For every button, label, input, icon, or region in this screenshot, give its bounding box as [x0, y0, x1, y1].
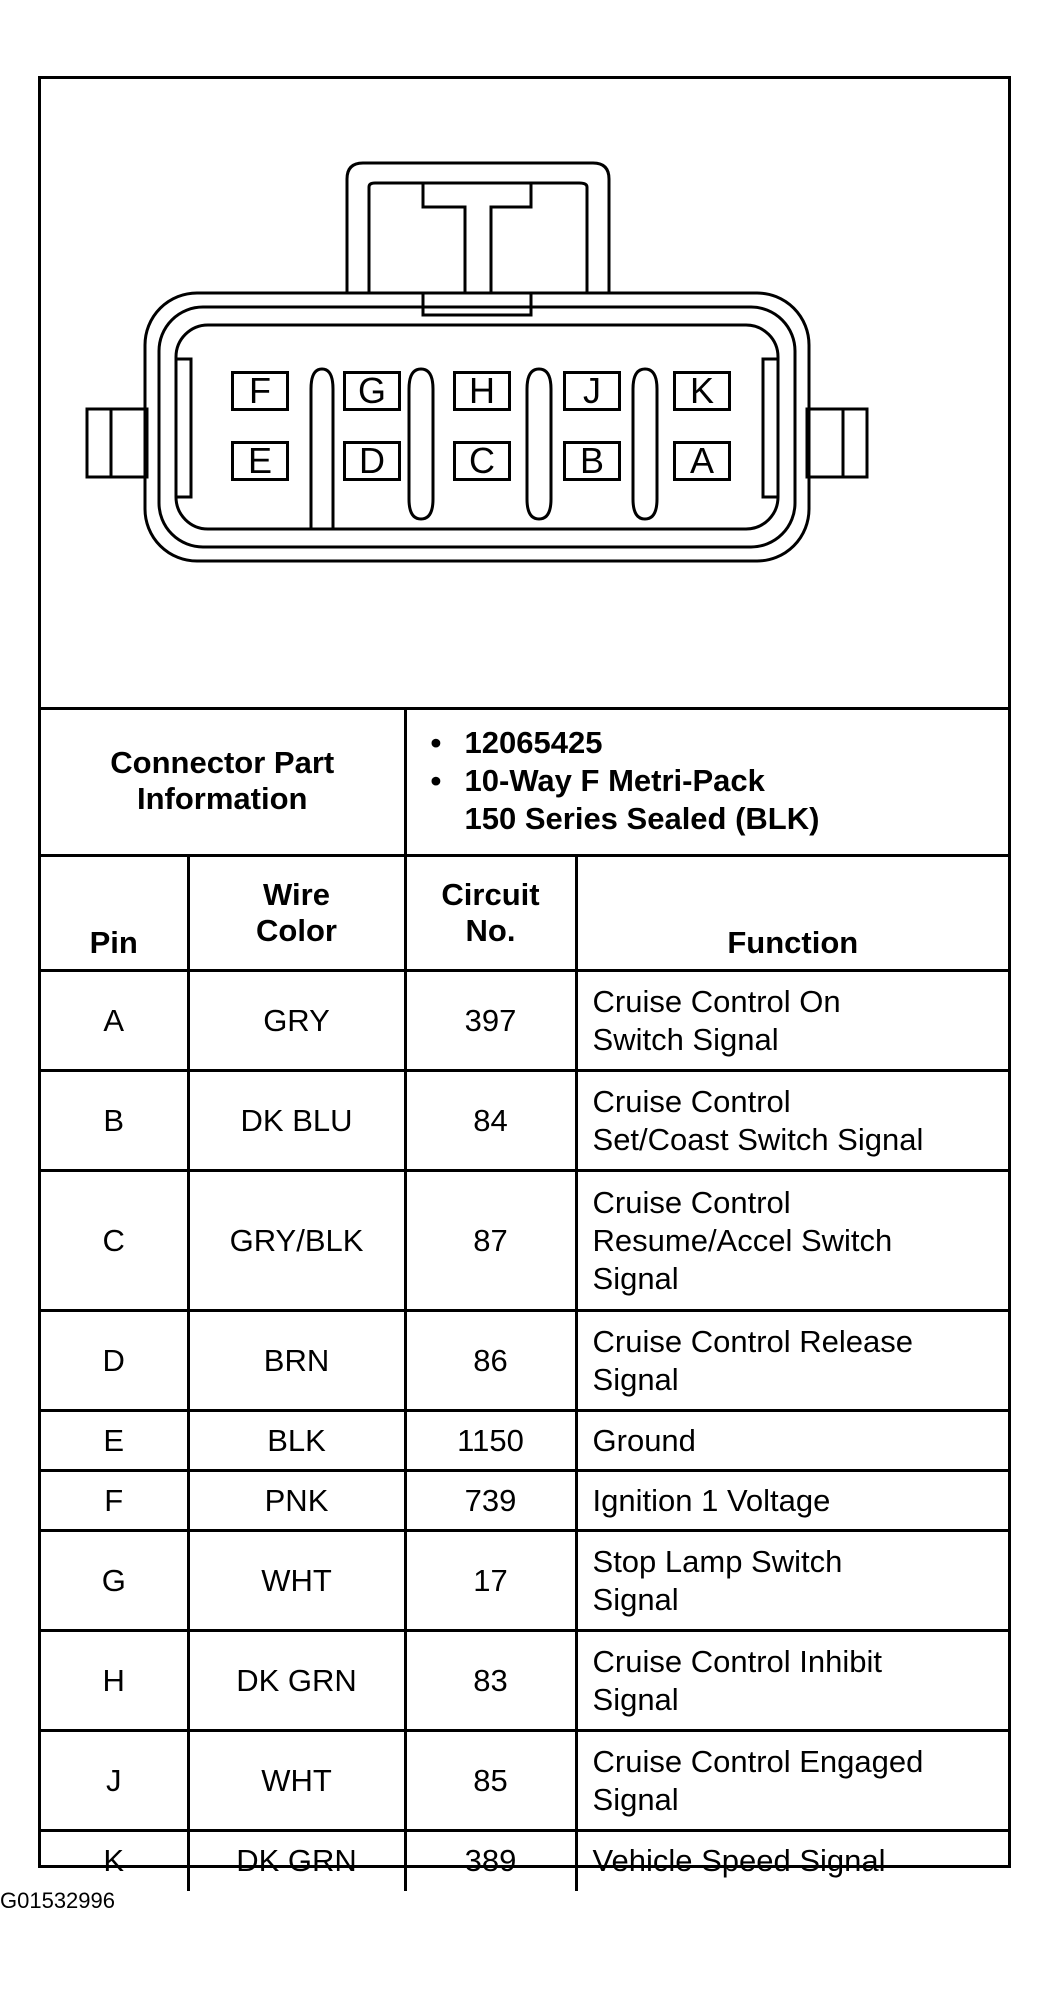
- pin-cavity-f: F: [231, 371, 289, 411]
- pin-cavity-c: C: [453, 441, 511, 481]
- function-cell: [576, 1831, 1008, 1891]
- table-row: [41, 1311, 1008, 1411]
- pin-cavity-k: K: [673, 371, 731, 411]
- pin-cavity-b: B: [563, 441, 621, 481]
- function-line: Signal: [592, 1681, 679, 1717]
- pin-cell: F: [41, 1471, 188, 1531]
- pin-cavity-a: A: [673, 441, 731, 481]
- header-wire-color: Wire Color: [188, 856, 405, 971]
- part-description-line1: 10-Way F Metri-Pack: [464, 762, 765, 798]
- table-header-row: [41, 856, 1008, 971]
- function-line: Signal: [592, 1361, 679, 1397]
- circuit-cell: 85: [405, 1731, 576, 1831]
- wire-color-cell: GRY: [188, 971, 405, 1071]
- table-row: [41, 1171, 1008, 1311]
- function-cell: [576, 1411, 1008, 1471]
- pin-cell: C: [41, 1171, 188, 1311]
- connector-outline: [41, 79, 1008, 707]
- header-function: Function: [576, 856, 1008, 971]
- part-info-label-line1: Connector Part: [110, 744, 335, 780]
- table-row: [41, 1531, 1008, 1631]
- circuit-cell: 84: [405, 1071, 576, 1171]
- pin-cavity-h: H: [453, 371, 511, 411]
- function-cell: [576, 1311, 1008, 1411]
- wire-color-cell: DK GRN: [188, 1831, 405, 1891]
- pin-cell: J: [41, 1731, 188, 1831]
- function-line: Cruise Control Inhibit: [592, 1643, 882, 1679]
- function-line: Cruise Control On: [592, 983, 841, 1019]
- part-info-value: • 12065425 • 10-Way F Metri-Pack 150 Series Sealed (BLK): [405, 707, 1008, 856]
- function-line: Switch Signal: [592, 1021, 779, 1057]
- table-row: [41, 1631, 1008, 1731]
- wire-color-cell: DK BLU: [188, 1071, 405, 1171]
- part-number: 12065425: [464, 724, 603, 760]
- function-line: Ground: [592, 1422, 696, 1458]
- part-info-label-line2: Information: [137, 780, 308, 816]
- function-line: Cruise Control Engaged: [592, 1743, 924, 1779]
- circuit-cell: 389: [405, 1831, 576, 1891]
- circuit-cell: 87: [405, 1171, 576, 1311]
- table-row: [41, 971, 1008, 1071]
- pin-rows: [41, 971, 1008, 1891]
- table-row: [41, 1471, 1008, 1531]
- function-cell: [576, 1171, 1008, 1311]
- function-cell: [576, 971, 1008, 1071]
- wire-color-cell: WHT: [188, 1531, 405, 1631]
- table-row: [41, 1071, 1008, 1171]
- function-cell: [576, 1731, 1008, 1831]
- wire-color-cell: DK GRN: [188, 1631, 405, 1731]
- pin-cell: E: [41, 1411, 188, 1471]
- function-line: Cruise Control: [592, 1184, 791, 1220]
- part-info-label: [41, 707, 405, 856]
- circuit-cell: 17: [405, 1531, 576, 1631]
- header-pin: Pin: [41, 856, 188, 971]
- circuit-cell: 739: [405, 1471, 576, 1531]
- circuit-cell: 86: [405, 1311, 576, 1411]
- table-row: [41, 1731, 1008, 1831]
- connector-face-diagram: [41, 79, 1008, 710]
- function-line: Signal: [592, 1260, 679, 1296]
- connector-document: [38, 76, 1011, 1879]
- circuit-cell: 397: [405, 971, 576, 1071]
- function-cell: [576, 1531, 1008, 1631]
- pin-cell: K: [41, 1831, 188, 1891]
- pin-cell: D: [41, 1311, 188, 1411]
- part-description-line2: 150 Series Sealed (BLK): [464, 800, 820, 836]
- circuit-cell: 1150: [405, 1411, 576, 1471]
- pin-cell: A: [41, 971, 188, 1071]
- pin-cavity-j: J: [563, 371, 621, 411]
- wire-color-cell: BRN: [188, 1311, 405, 1411]
- wire-color-cell: GRY/BLK: [188, 1171, 405, 1311]
- function-line: Signal: [592, 1781, 679, 1817]
- function-line: Vehicle Speed Signal: [592, 1843, 886, 1879]
- pin-cell: G: [41, 1531, 188, 1631]
- function-line: Ignition 1 Voltage: [592, 1482, 831, 1518]
- function-line: Cruise Control: [592, 1083, 791, 1119]
- part-info-row: [41, 707, 1008, 856]
- function-line: Resume/Accel Switch: [592, 1222, 893, 1258]
- wire-color-cell: BLK: [188, 1411, 405, 1471]
- function-line: Stop Lamp Switch: [592, 1543, 843, 1579]
- pin-cell: B: [41, 1071, 188, 1171]
- table-row: [41, 1831, 1008, 1891]
- header-circuit-no: Circuit No.: [405, 856, 576, 971]
- function-cell: [576, 1471, 1008, 1531]
- pin-cell: H: [41, 1631, 188, 1731]
- pin-cavity-d: D: [343, 441, 401, 481]
- figure-id: G01532996: [0, 1888, 115, 1913]
- table-row: [41, 1411, 1008, 1471]
- circuit-cell: 83: [405, 1631, 576, 1731]
- function-line: Signal: [592, 1581, 679, 1617]
- wire-color-cell: WHT: [188, 1731, 405, 1831]
- function-cell: [576, 1071, 1008, 1171]
- function-line: Set/Coast Switch Signal: [592, 1121, 924, 1157]
- function-cell: [576, 1631, 1008, 1731]
- function-line: Cruise Control Release: [592, 1323, 913, 1359]
- pinout-table: [41, 707, 1008, 1891]
- wire-color-cell: PNK: [188, 1471, 405, 1531]
- pin-cavity-g: G: [343, 371, 401, 411]
- pin-cavity-e: E: [231, 441, 289, 481]
